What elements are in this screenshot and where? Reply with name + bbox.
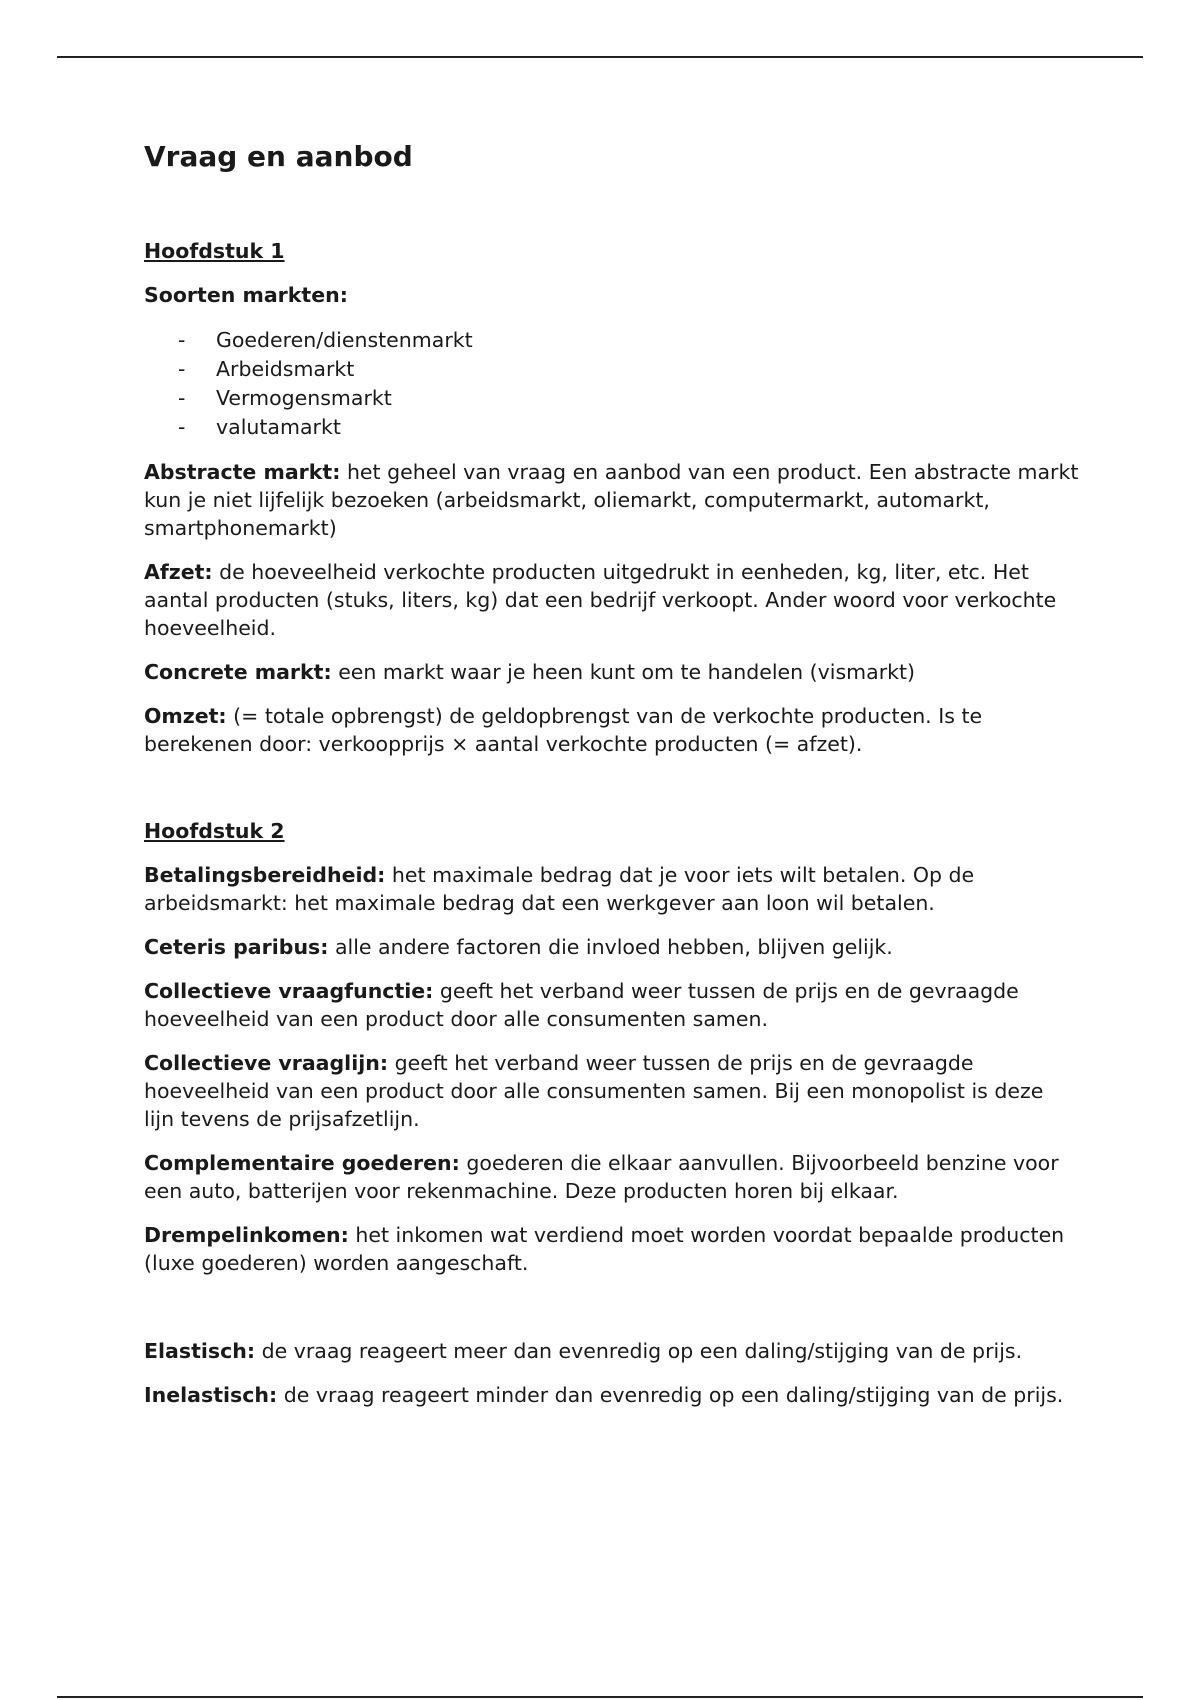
- list-item: [144, 326, 1079, 355]
- definition-complementaire-goederen: [144, 1149, 1079, 1205]
- definition-inelastisch: [144, 1381, 1079, 1409]
- definition-term: Omzet:: [144, 704, 227, 728]
- definition-term: Abstracte markt:: [144, 460, 341, 484]
- definition-text: de vraag reageert minder dan evenredig op een daling/stijging van de prijs.: [277, 1383, 1064, 1407]
- definition-term: Concrete markt:: [144, 660, 332, 684]
- definition-drempelinkomen: [144, 1221, 1079, 1277]
- definition-term: Collectieve vraaglijn:: [144, 1051, 389, 1075]
- definition-term: Betalingsbereidheid:: [144, 863, 386, 887]
- bullet-dash: -: [178, 415, 186, 439]
- definition-text: het maximale bedrag dat je voor iets wilt betalen. Op de arbeidsmarkt: het maximale bedrag dat een werkgever aan loon wil betalen.: [144, 863, 975, 915]
- definition-collectieve-vraagfunctie: [144, 977, 1079, 1033]
- definition-text: geeft het verband weer tussen de prijs en de gevraagde hoeveelheid van een product door alle consumenten samen. Bij een monopolist is deze lijn tevens de prijsafzetlijn.: [144, 1051, 1044, 1131]
- definition-text: geeft het verband weer tussen de prijs en de gevraagde hoeveelheid van een product door alle consumenten samen.: [144, 979, 1019, 1031]
- list-item-text: valutamarkt: [216, 415, 341, 439]
- definition-abstracte-markt: [144, 458, 1079, 542]
- definition-term: Inelastisch:: [144, 1383, 278, 1407]
- market-types-list: [144, 326, 1079, 442]
- list-item: [144, 384, 1079, 413]
- bullet-dash: -: [178, 328, 186, 352]
- definition-collectieve-vraaglijn: [144, 1049, 1079, 1133]
- definition-ceteris-paribus: [144, 933, 1079, 961]
- top-rule: [57, 56, 1143, 58]
- definition-betalingsbereidheid: [144, 861, 1079, 917]
- bullet-dash: -: [178, 357, 186, 381]
- list-item: [144, 413, 1079, 442]
- definition-term: Drempelinkomen:: [144, 1223, 349, 1247]
- definition-text: de hoeveelheid verkochte producten uitgedrukt in eenheden, kg, liter, etc. Het aantal producten (stuks, liters, kg) dat een bedrijf verkoopt. Ander woord voor verkochte hoeveelheid.: [144, 560, 1057, 640]
- document-body: [144, 137, 1079, 1425]
- spacer: [144, 774, 1079, 817]
- document-title: Vraag en aanbod: [144, 140, 413, 173]
- definition-term: Collectieve vraagfunctie:: [144, 979, 434, 1003]
- bottom-rule: [57, 1696, 1143, 1698]
- definition-term: Ceteris paribus:: [144, 935, 329, 959]
- definition-concrete-markt: [144, 658, 1079, 686]
- market-types-heading: Soorten markten:: [144, 283, 348, 307]
- definition-text: een markt waar je heen kunt om te handelen (vismarkt): [331, 660, 916, 684]
- definition-term: Complementaire goederen:: [144, 1151, 460, 1175]
- definition-text: het inkomen wat verdiend moet worden voordat bepaalde producten (luxe goederen) worden aangeschaft.: [144, 1223, 1065, 1275]
- chapter-2-heading: Hoofdstuk 2: [144, 819, 285, 843]
- definition-text: de vraag reageert meer dan evenredig op een daling/stijging van de prijs.: [255, 1339, 1023, 1363]
- definition-text: alle andere factoren die invloed hebben, blijven gelijk.: [328, 935, 893, 959]
- definition-text: het geheel van vraag en aanbod van een product. Een abstracte markt kun je niet lijfelijk bezoeken (arbeidsmarkt, oliemarkt, computermarkt, automarkt, smartphonemarkt): [144, 460, 1079, 540]
- list-item-text: Arbeidsmarkt: [216, 357, 355, 381]
- definition-text: goederen die elkaar aanvullen. Bijvoorbeeld benzine voor een auto, batterijen voor rekenmachine. Deze producten horen bij elkaar.: [144, 1151, 1059, 1203]
- definition-omzet: [144, 702, 1079, 758]
- definition-term: Afzet:: [144, 560, 213, 584]
- list-item-text: Vermogensmarkt: [216, 386, 392, 410]
- list-item-text: Goederen/dienstenmarkt: [216, 328, 473, 352]
- list-item: [144, 355, 1079, 384]
- definition-afzet: [144, 558, 1079, 642]
- definition-text: (= totale opbrengst) de geldopbrengst van de verkochte producten. Is te berekenen door: verkoopprijs × aantal verkochte producten (= afzet).: [144, 704, 983, 756]
- spacer: [144, 1293, 1079, 1337]
- bullet-dash: -: [178, 386, 186, 410]
- definition-elastisch: [144, 1337, 1079, 1365]
- definition-term: Elastisch:: [144, 1339, 256, 1363]
- chapter-1-heading: Hoofdstuk 1: [144, 239, 285, 263]
